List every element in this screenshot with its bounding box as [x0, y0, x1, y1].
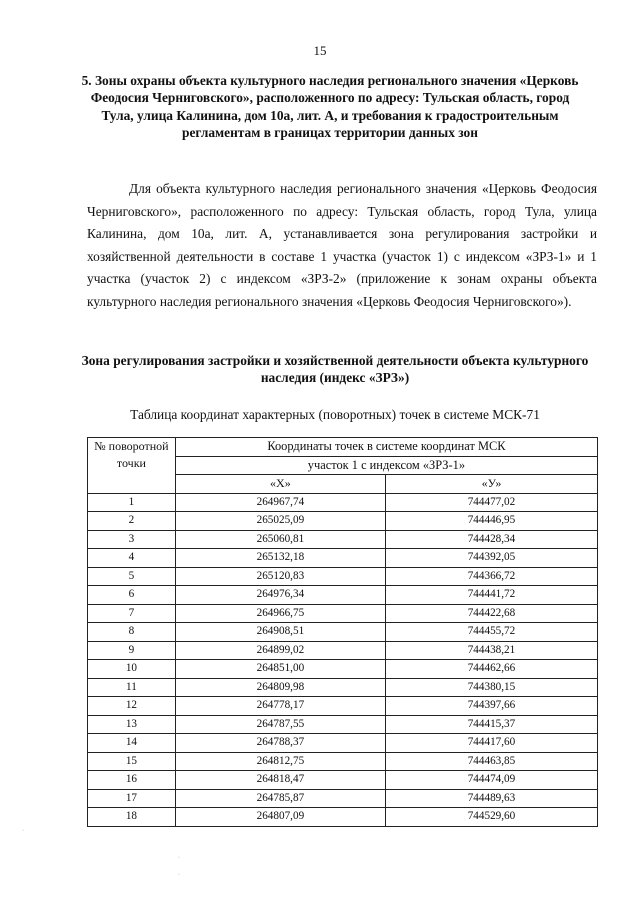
- x-coordinate-cell: 264966,75: [175, 604, 385, 623]
- y-coordinate-cell: 744455,72: [385, 623, 597, 642]
- point-number-cell: 6: [88, 586, 176, 605]
- y-coordinate-cell: 744489,63: [385, 789, 597, 808]
- table-row: [88, 771, 598, 790]
- body-paragraph: [87, 178, 597, 313]
- table-row: [88, 623, 598, 642]
- table-row: [88, 586, 598, 605]
- y-coordinate-cell: 744477,02: [385, 493, 597, 512]
- x-coordinate-cell: 265132,18: [175, 549, 385, 568]
- table-row: [88, 660, 598, 679]
- y-coordinate-cell: 744380,15: [385, 678, 597, 697]
- y-coordinate-cell: 744417,60: [385, 734, 597, 753]
- header-y: «У»: [385, 475, 597, 494]
- point-number-cell: 16: [88, 771, 176, 790]
- table-row: [88, 641, 598, 660]
- section-title: 5. Зоны охраны объекта культурного наследия регионального значения «Церковь Феодосия Черниговского», расположенного по адресу: Тульская область, город Тула, улица Калинина, дом 10а, лит. А, и требования к градостроительным регламентам в границах территории данных зон: [81, 73, 579, 140]
- point-number-cell: 12: [88, 697, 176, 716]
- x-coordinate-cell: 264851,00: [175, 660, 385, 679]
- paragraph-text: Для объекта культурного наследия регионального значения «Церковь Феодосия Черниговского», расположенного по адресу: Тульская область, город Тула, улица Калинина, дом 10а, лит. А, устанавливается зона регулирования застройки и хозяйственной деятельности в составе 1 участка (участок 1) с индексом «ЗРЗ-1» и 1 участка (участок 2) с индексом «ЗРЗ-2» (приложение к зонам охраны объекта культурного наследия регионального значения «Церковь Феодосия Черниговского»).: [87, 181, 597, 309]
- scan-speck: ·: [178, 872, 180, 878]
- scan-speck: ·: [22, 828, 24, 834]
- table-row: [88, 715, 598, 734]
- x-coordinate-cell: 265025,09: [175, 512, 385, 531]
- y-coordinate-cell: 744428,34: [385, 530, 597, 549]
- y-coordinate-cell: 744441,72: [385, 586, 597, 605]
- point-number-cell: 18: [88, 808, 176, 827]
- point-number-cell: 7: [88, 604, 176, 623]
- point-number-cell: 2: [88, 512, 176, 531]
- table-caption: Таблица координат характерных (поворотных) точек в системе МСК-71: [130, 407, 540, 422]
- table-row: [88, 549, 598, 568]
- y-coordinate-cell: 744397,66: [385, 697, 597, 716]
- y-coordinate-cell: 744446,95: [385, 512, 597, 531]
- coordinates-table-body: [88, 493, 598, 826]
- coordinates-table: [87, 437, 598, 827]
- x-coordinate-cell: 264809,98: [175, 678, 385, 697]
- y-coordinate-cell: 744474,09: [385, 771, 597, 790]
- table-row: [88, 493, 598, 512]
- point-number-cell: 15: [88, 752, 176, 771]
- header-point-number: № поворотной точки: [88, 438, 176, 494]
- scan-speck: ·: [178, 855, 180, 861]
- x-coordinate-cell: 264908,51: [175, 623, 385, 642]
- x-coordinate-cell: 265060,81: [175, 530, 385, 549]
- x-coordinate-cell: 264778,17: [175, 697, 385, 716]
- point-number-cell: 5: [88, 567, 176, 586]
- table-row: [88, 512, 598, 531]
- table-row: [88, 678, 598, 697]
- x-coordinate-cell: 264787,55: [175, 715, 385, 734]
- y-coordinate-cell: 744366,72: [385, 567, 597, 586]
- y-coordinate-cell: 744392,05: [385, 549, 597, 568]
- x-coordinate-cell: 264899,02: [175, 641, 385, 660]
- table-row: [88, 604, 598, 623]
- x-coordinate-cell: 264807,09: [175, 808, 385, 827]
- point-number-cell: 9: [88, 641, 176, 660]
- point-number-cell: 4: [88, 549, 176, 568]
- y-coordinate-cell: 744463,85: [385, 752, 597, 771]
- y-coordinate-cell: 744415,37: [385, 715, 597, 734]
- point-number-cell: 17: [88, 789, 176, 808]
- point-number-cell: 8: [88, 623, 176, 642]
- point-number-cell: 13: [88, 715, 176, 734]
- x-coordinate-cell: 264812,75: [175, 752, 385, 771]
- x-coordinate-cell: 264818,47: [175, 771, 385, 790]
- header-coordinate-system: Координаты точек в системе координат МСК: [175, 438, 597, 457]
- table-row: [88, 789, 598, 808]
- table-row: [88, 530, 598, 549]
- point-number-cell: 14: [88, 734, 176, 753]
- x-coordinate-cell: 264788,37: [175, 734, 385, 753]
- point-number-cell: 1: [88, 493, 176, 512]
- x-coordinate-cell: 265120,83: [175, 567, 385, 586]
- header-x: «Х»: [175, 475, 385, 494]
- page-number: 15: [313, 43, 327, 58]
- table-row: [88, 567, 598, 586]
- x-coordinate-cell: 264785,87: [175, 789, 385, 808]
- point-number-cell: 11: [88, 678, 176, 697]
- x-coordinate-cell: 264967,74: [175, 493, 385, 512]
- table-row: [88, 808, 598, 827]
- point-number-cell: 10: [88, 660, 176, 679]
- y-coordinate-cell: 744438,21: [385, 641, 597, 660]
- table-row: [88, 697, 598, 716]
- x-coordinate-cell: 264976,34: [175, 586, 385, 605]
- table-row: [88, 734, 598, 753]
- zone-title: Зона регулирования застройки и хозяйственной деятельности объекта культурного наследия (индекс «ЗРЗ»): [81, 353, 589, 386]
- point-number-cell: 3: [88, 530, 176, 549]
- y-coordinate-cell: 744529,60: [385, 808, 597, 827]
- table-row: [88, 752, 598, 771]
- header-section: участок 1 с индексом «ЗРЗ-1»: [175, 456, 597, 475]
- y-coordinate-cell: 744422,68: [385, 604, 597, 623]
- y-coordinate-cell: 744462,66: [385, 660, 597, 679]
